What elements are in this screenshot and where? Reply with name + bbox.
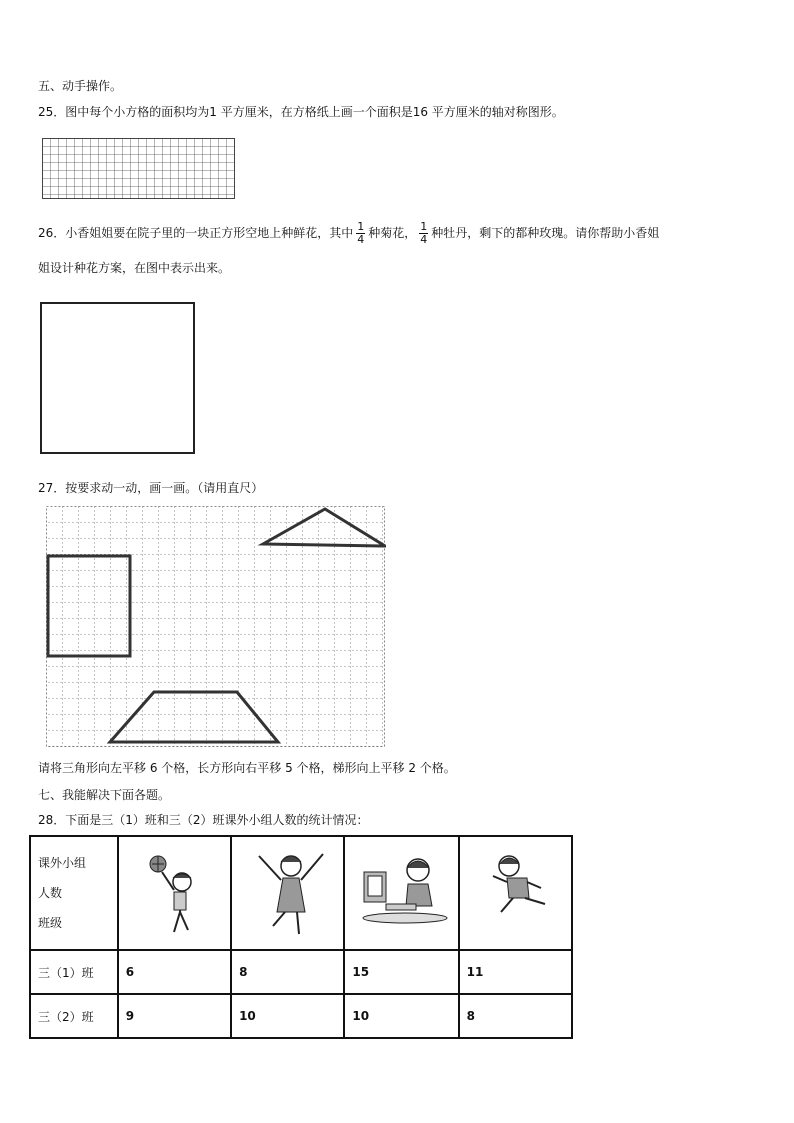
q28-text: 28．下面是三（1）班和三（2）班课外小组人数的统计情况：	[38, 813, 369, 827]
cell-value: 8	[231, 950, 344, 994]
garden-square[interactable]	[40, 302, 195, 454]
fraction-one-quarter-1: $\frac{1}{4}$	[357, 220, 365, 246]
cell-value: 9	[118, 994, 231, 1038]
dancing-icon	[231, 836, 344, 950]
cell-value: 10	[231, 994, 344, 1038]
row-class-label: 三（2）班	[30, 994, 118, 1038]
cell-value: 6	[118, 950, 231, 994]
stats-table	[29, 835, 573, 1039]
q26-part3: 种牡丹，剩下的都种玫瑰。请你帮助小香姐	[431, 226, 660, 240]
q26-part2: 种菊花，	[368, 226, 417, 240]
q26-part1: 26．小香姐姐要在院子里的一块正方形空地上种鲜花，其中	[38, 226, 354, 240]
q27-text: 27．按要求动一动，画一画。（请用直尺）	[38, 481, 264, 495]
section-7-title: 七、我能解决下面各题。	[38, 788, 171, 802]
table-row	[30, 950, 572, 994]
header-corner-cell	[30, 836, 118, 950]
cell-value: 8	[459, 994, 572, 1038]
q27-dotted-grid[interactable]	[46, 506, 386, 748]
cell-value: 15	[344, 950, 458, 994]
cell-value: 11	[459, 950, 572, 994]
table-header-row	[30, 836, 572, 950]
section-5-title: 五、动手操作。	[38, 79, 123, 93]
running-icon	[459, 836, 572, 950]
q26-line2: 姐设计种花方案，在图中表示出来。	[38, 261, 231, 275]
fraction-one-quarter-2: $\frac{1}{4}$	[420, 220, 428, 246]
table-row	[30, 994, 572, 1038]
q26-line1	[38, 216, 659, 250]
header-label-count: 人数	[38, 886, 63, 900]
computer-icon	[344, 836, 458, 950]
header-label-group: 课外小组	[38, 856, 87, 870]
q27-instruction: 请将三角形向左平移 6 个格，长方形向右平移 5 个格，梯形向上平移 2 个格。	[38, 761, 456, 775]
header-label-class: 班级	[38, 916, 63, 930]
q25-grid[interactable]	[42, 138, 236, 200]
basketball-icon	[118, 836, 231, 950]
q25-text: 25．图中每个小方格的面积均为1 平方厘米，在方格纸上画一个面积是16 平方厘米的轴对称图形。	[38, 105, 564, 119]
row-class-label: 三（1）班	[30, 950, 118, 994]
cell-value: 10	[344, 994, 458, 1038]
